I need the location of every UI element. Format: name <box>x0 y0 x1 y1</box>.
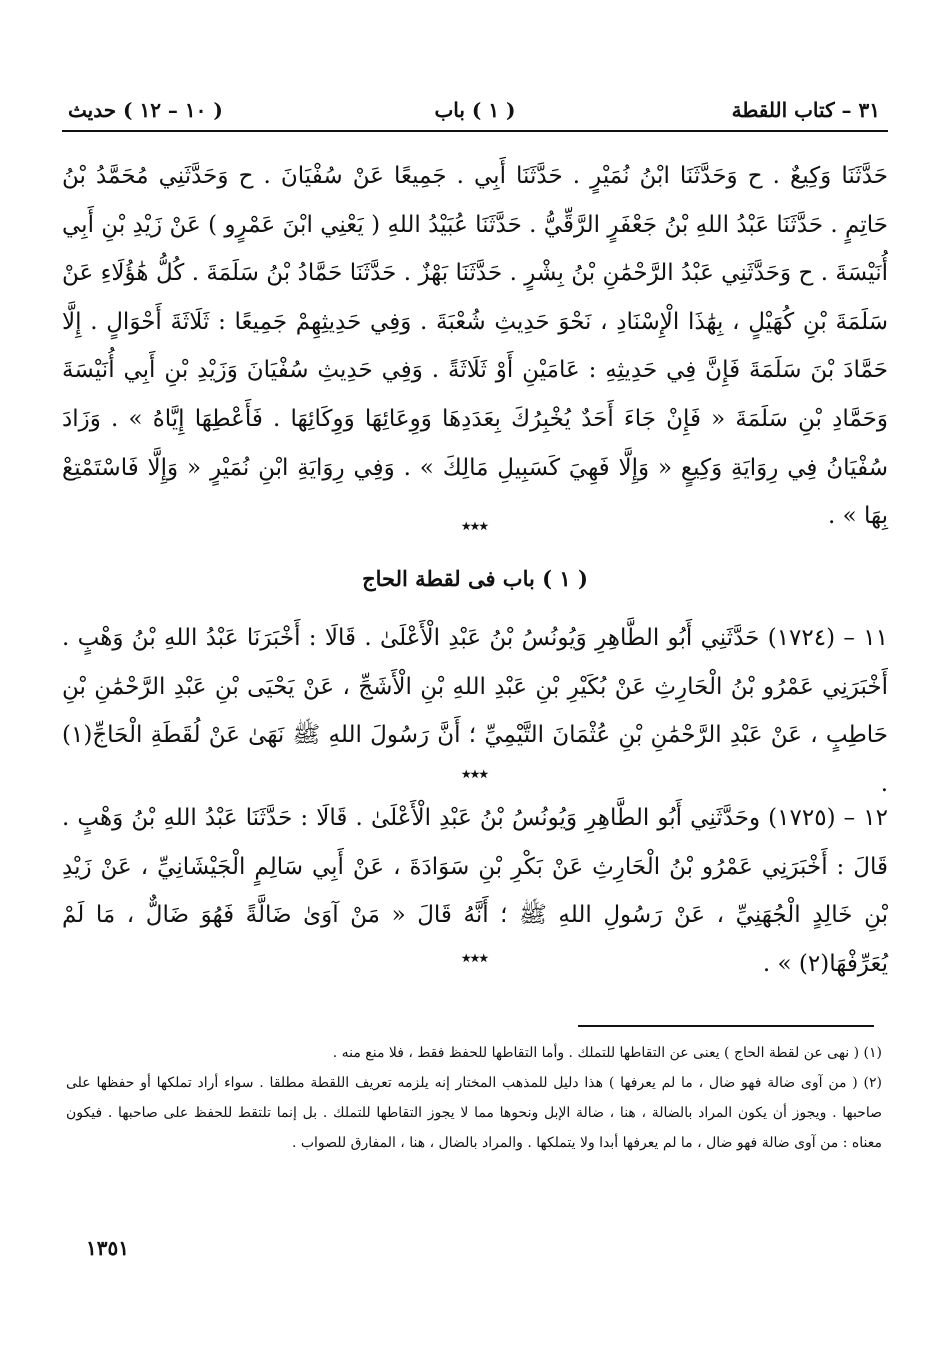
hadith-divider: ٭٭٭ <box>461 764 489 783</box>
continuation-paragraph: حَدَّثَنَا وَكِيعٌ . ح وَحَدَّثَنَا ابْنُ نُمَيْرٍ . حَدَّثَنَا أَبِي . جَمِيعًا عَنْ سُفْيَانَ . ح وَحَدَّثَنِي مُحَمَّدُ بْنُ حَاتِمٍ . حَدَّثَنَا عَبْدُ اللهِ بْنُ جَعْفَرٍ الرَّقِّيُّ . حَدَّثَنَا عُبَيْدُ اللهِ ( يَعْنِي ابْنَ عَمْرٍو ) عَنْ زَيْدِ بْنِ أَبِي أُنَيْسَةَ . ح وَحَدَّثَنِي عَبْدُ الرَّحْمَٰنِ بْنُ بِشْرٍ . حَدَّثَنَا بَهْزٌ . حَدَّثَنَا حَمَّادُ بْنُ سَلَمَةَ . كُلُّ هَٰؤُلَاءِ عَنْ سَلَمَةَ بْنِ كُهَيْلٍ ، بِهَٰذَا الْإِسْنَادِ ، نَحْوَ حَدِيثِ شُعْبَةَ . وَفِي حَدِيثِهِمْ جَمِيعًا : ثَلَاثَةَ أَحْوَالٍ . إِلَّا حَمَّادَ بْنَ سَلَمَةَ فَإِنَّ فِي حَدِيثِهِ : عَامَيْنِ أَوْ ثَلَاثَةً . وَفِي حَدِيثِ سُفْيَانَ وَزَيْدِ بْنِ أَبِي أُنَيْسَةَ وَحَمَّادِ بْنِ سَلَمَةَ « فَإِنْ جَاءَ أَحَدٌ يُخْبِرُكَ بِعَدَدِهَا وَوِعَائِهَا وَوِكَائِهَا . فَأَعْطِهَا إِيَّاهُ » . وَزَادَ سُفْيَانُ فِي رِوَايَةِ وَكِيعٍ « وَإِلَّا فَهِيَ كَسَبِيلِ مَالِكَ » . وَفِي رِوَايَةِ ابْنِ نُمَيْرٍ « وَإِلَّا فَاسْتَمْتِعْ بِهَا » . <box>62 163 888 530</box>
section-divider: ٭٭٭ <box>461 516 489 535</box>
end-divider: ٭٭٭ <box>461 948 489 967</box>
header-section-label: ( ١ ) باب <box>434 98 516 122</box>
header-hadith-range: ( ١٠ – ١٢ ) حديث <box>68 98 223 122</box>
header-chapter-title: ٣١ – كتاب اللقطة <box>731 98 880 122</box>
footnotes <box>66 1038 882 1158</box>
hadith-12: ١٢ – (١٧٢٥) وحَدَّثَنِي أَبُو الطَّاهِرِ وَيُونُسُ بْنُ عَبْدِ الْأَعْلَىٰ . قَالَا : حَدَّثَنَا عَبْدُ اللهِ بْنُ وَهْبٍ . قَالَ : أَخْبَرَنِي عَمْرُو بْنُ الْحَارِثِ عَنْ بَكْرِ بْنِ سَوَادَةَ ، عَنْ أَبِي سَالِمٍ الْجَيْشَانِيِّ ، عَنْ زَيْدِ بْنِ خَالِدٍ الْجُهَنِيِّ ، عَنْ رَسُولِ اللهِ ﷺ ؛ أَنَّهُ قَالَ « مَنْ آوَىٰ ضَالَّةً فَهُوَ ضَالٌّ ، مَا لَمْ يُعَرِّفْهَا(٢) » . <box>62 805 888 977</box>
footnote-1: (١) ( نهى عن لقطة الحاج ) يعنى عن التقاطها للتملك . وأما التقاطها للحفظ فقط ، فلا منع منه . <box>332 1045 882 1061</box>
footnote-2: (٢) ( من آوى ضالة فهو ضال ، ما لم يعرفها ) هذا دليل للمذهب المختار إنه يلزمه تعريف اللقطة مطلقا . سواء أراد تملكها أو حفظها على صاحبها . ويجوز أن يكون المراد بالضالة ، هنا ، ضالة الإبل ونحوها مما لا يجوز التقاطها للتملك . بل إنما تلتقط للحفظ على صاحبها . فيكون معناه : من آوى ضالة فهو ضال ، ما لم يعرفها أبدا ولا يتملكها . والمراد بالضال ، هنا ، المفارق للصواب . <box>66 1075 882 1151</box>
footnote-separator <box>578 1025 874 1027</box>
section-title: ( ١ ) باب فى لقطة الحاج <box>362 566 588 591</box>
page-number: ١٣٥١ <box>86 1236 129 1260</box>
hadith-11: ١١ – (١٧٢٤) حَدَّثَنِي أَبُو الطَّاهِرِ وَيُونُسُ بْنُ عَبْدِ الْأَعْلَىٰ . قَالَا : أَخْبَرَنَا عَبْدُ اللهِ بْنُ وَهْبٍ . أَخْبَرَنِي عَمْرُو بْنُ الْحَارِثِ عَنْ بُكَيْرِ بْنِ عَبْدِ اللهِ بْنِ الْأَشَجِّ ، عَنْ يَحْيَى بْنِ عَبْدِ الرَّحْمَٰنِ بْنِ حَاطِبٍ ، عَنْ عَبْدِ الرَّحْمَٰنِ بْنِ عُثْمَانَ التَّيْمِيِّ ؛ أَنَّ رَسُولَ اللهِ ﷺ نَهَىٰ عَنْ لُقَطَةِ الْحَاجِّ(١) . <box>62 625 888 797</box>
running-header <box>62 96 888 132</box>
